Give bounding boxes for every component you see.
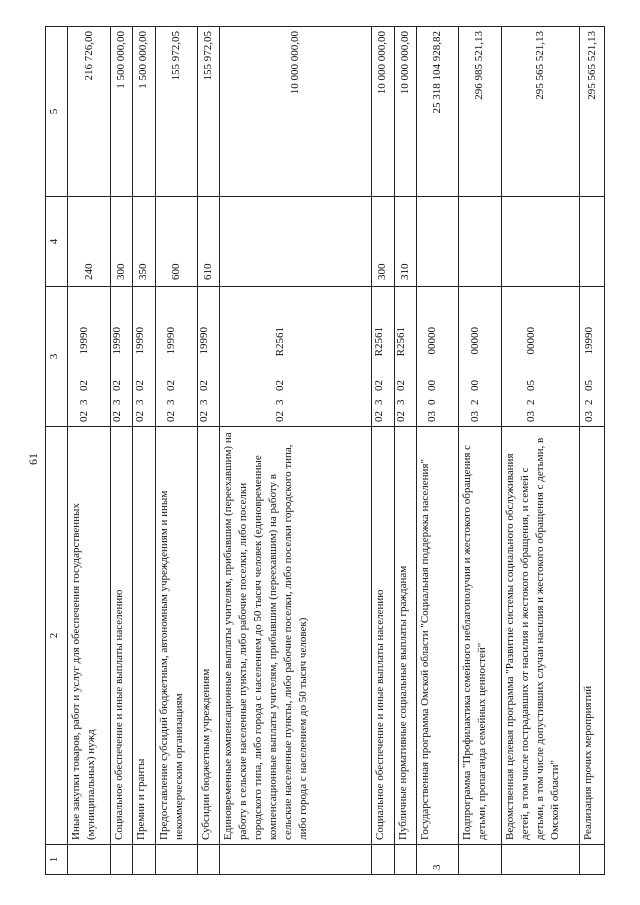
code-part: 19990 <box>165 327 178 355</box>
code-part: 3 <box>165 399 178 405</box>
code-part: 00000 <box>468 327 481 355</box>
item-name-cell: Социальное обеспечение и иные выплаты населению <box>372 427 394 845</box>
code-part: 02 <box>111 411 124 422</box>
amount-cell: 1 500 000,00 <box>110 27 132 197</box>
target-code-cell <box>68 287 110 427</box>
code-part: 19990 <box>133 327 146 355</box>
row-number-cell: 3 <box>416 845 458 875</box>
item-name-cell: Иные закупки товаров, работ и услуг для обеспечения государственных (муниципальных) нужд <box>68 427 110 845</box>
target-code-cell <box>416 287 458 427</box>
table-row <box>459 27 501 875</box>
item-name-cell: Социальное обеспечение и иные выплаты населению <box>110 427 132 845</box>
target-code-cell <box>155 287 197 427</box>
row-number-cell <box>220 845 372 875</box>
amount-cell: 296 985 521,13 <box>459 27 501 197</box>
item-name-cell: Субсидии бюджетным учреждениям <box>197 427 219 845</box>
amount-cell: 216 726,00 <box>68 27 110 197</box>
expense-type-cell <box>501 197 579 287</box>
header-cell-1: 1 <box>46 845 68 875</box>
target-code-cell <box>394 287 416 427</box>
expense-type-cell: 300 <box>372 197 394 287</box>
table-row <box>110 27 132 875</box>
code-part: 00 <box>468 380 481 391</box>
row-number-cell <box>133 845 155 875</box>
amount-cell: 1 500 000,00 <box>133 27 155 197</box>
code-part: 0 <box>426 399 439 405</box>
amount-cell: 10 000 000,00 <box>372 27 394 197</box>
table-row <box>394 27 416 875</box>
table-row <box>197 27 219 875</box>
target-code-cell <box>501 287 579 427</box>
code-part: 02 <box>165 380 178 391</box>
item-name-cell: Ведомственная целевая программа "Развитие системы социального обслуживания детей, в том числе пострадавших от насилия и жестокого обращения, и семей с детьми, в том числе допустивших случаи насилия и жестокого обращения с детьми, в Омской области" <box>501 427 579 845</box>
code-part: 2 <box>582 399 595 405</box>
item-name-cell: Единовременные компенсационные выплаты учителям, прибывшим (переехавшим) на работу в сельские населенные пункты, либо рабочие поселки, либо поселки городского типа, либо города с населением до 50 тысяч человек (единовременные компенсационные выплаты учителям, прибывшим (переехавшим) на работу в сельские населенные пункты, либо рабочие поселки, либо поселки городского типа, либо города с населением до 50 тысяч человек) <box>220 427 372 845</box>
code-part: 03 <box>525 411 538 422</box>
code-part: R2561 <box>395 327 408 357</box>
target-code-cell <box>372 287 394 427</box>
item-name-cell: Премии и гранты <box>133 427 155 845</box>
code-part: 05 <box>582 380 595 391</box>
code-part: 02 <box>198 411 211 422</box>
code-part: 3 <box>395 399 408 405</box>
amount-cell: 10 000 000,00 <box>220 27 372 197</box>
code-part: 00 <box>426 380 439 391</box>
header-cell-5: 5 <box>46 27 68 197</box>
amount-cell: 10 000 000,00 <box>394 27 416 197</box>
table-row <box>372 27 394 875</box>
header-cell-3: 3 <box>46 287 68 427</box>
code-part: 2 <box>525 399 538 405</box>
expense-type-cell: 600 <box>155 197 197 287</box>
row-number-cell <box>68 845 110 875</box>
code-part: 3 <box>198 399 211 405</box>
table-row <box>220 27 372 875</box>
budget-table <box>45 26 605 875</box>
header-cell-2: 2 <box>46 427 68 845</box>
item-name-cell: Государственная программа Омской области "Социальная поддержка населения" <box>416 427 458 845</box>
code-part: 05 <box>525 380 538 391</box>
expense-type-cell: 240 <box>68 197 110 287</box>
code-part: 00000 <box>525 327 538 355</box>
target-code-cell <box>580 287 605 427</box>
expense-type-cell: 300 <box>110 197 132 287</box>
code-part: 02 <box>133 380 146 391</box>
amount-cell: 25 318 104 928,82 <box>416 27 458 197</box>
code-part: 19990 <box>111 327 124 355</box>
target-code-cell <box>133 287 155 427</box>
code-part: 00000 <box>426 327 439 355</box>
expense-type-cell <box>459 197 501 287</box>
amount-cell: 295 565 521,13 <box>580 27 605 197</box>
expense-type-cell <box>220 197 372 287</box>
amount-cell: 155 972,05 <box>155 27 197 197</box>
expense-type-cell: 350 <box>133 197 155 287</box>
code-part: 03 <box>582 411 595 422</box>
code-part: 02 <box>395 380 408 391</box>
code-part: 02 <box>395 411 408 422</box>
item-name-cell: Подпрограмма "Профилактика семейного неблагополучия и жестокого обращения с детьми, пропаганда семейных ценностей" <box>459 427 501 845</box>
table-row <box>133 27 155 875</box>
amount-cell: 155 972,05 <box>197 27 219 197</box>
code-part: 3 <box>273 399 286 405</box>
expense-type-cell: 310 <box>394 197 416 287</box>
code-part: 19990 <box>198 327 211 355</box>
code-part: 02 <box>198 380 211 391</box>
code-part: 3 <box>372 399 385 405</box>
code-part: 02 <box>133 411 146 422</box>
table-row <box>155 27 197 875</box>
row-number-cell <box>155 845 197 875</box>
code-part: 03 <box>468 411 481 422</box>
row-number-cell <box>580 845 605 875</box>
target-code-cell <box>459 287 501 427</box>
target-code-cell <box>197 287 219 427</box>
expense-type-cell <box>580 197 605 287</box>
item-name-cell: Публичные нормативные социальные выплаты гражданам <box>394 427 416 845</box>
code-part: R2561 <box>273 327 286 357</box>
row-number-cell <box>372 845 394 875</box>
row-number-cell <box>459 845 501 875</box>
header-row <box>46 27 68 875</box>
code-part: 2 <box>468 399 481 405</box>
item-name-cell: Предоставление субсидий бюджетным, автономным учреждениям и иным некоммерческим организациям <box>155 427 197 845</box>
code-part: 19990 <box>77 327 90 355</box>
expense-type-cell <box>416 197 458 287</box>
code-part: 3 <box>133 399 146 405</box>
table-row <box>416 27 458 875</box>
header-cell-4: 4 <box>46 197 68 287</box>
code-part: 02 <box>372 380 385 391</box>
row-number-cell <box>394 845 416 875</box>
table-row <box>501 27 579 875</box>
target-code-cell <box>110 287 132 427</box>
code-part: 03 <box>426 411 439 422</box>
row-number-cell <box>501 845 579 875</box>
row-number-cell <box>197 845 219 875</box>
table-row <box>68 27 110 875</box>
code-part: 02 <box>77 380 90 391</box>
code-part: 02 <box>273 380 286 391</box>
code-part: R2561 <box>372 327 385 357</box>
amount-cell: 295 565 521,13 <box>501 27 579 197</box>
code-part: 02 <box>111 380 124 391</box>
code-part: 3 <box>111 399 124 405</box>
code-part: 02 <box>77 411 90 422</box>
code-part: 02 <box>273 411 286 422</box>
row-number-cell <box>110 845 132 875</box>
page-number: 61 <box>26 453 40 465</box>
code-part: 3 <box>77 399 90 405</box>
expense-type-cell: 610 <box>197 197 219 287</box>
table-row <box>580 27 605 875</box>
item-name-cell: Реализация прочих мероприятий <box>580 427 605 845</box>
code-part: 02 <box>372 411 385 422</box>
code-part: 19990 <box>582 327 595 355</box>
target-code-cell <box>220 287 372 427</box>
code-part: 02 <box>165 411 178 422</box>
